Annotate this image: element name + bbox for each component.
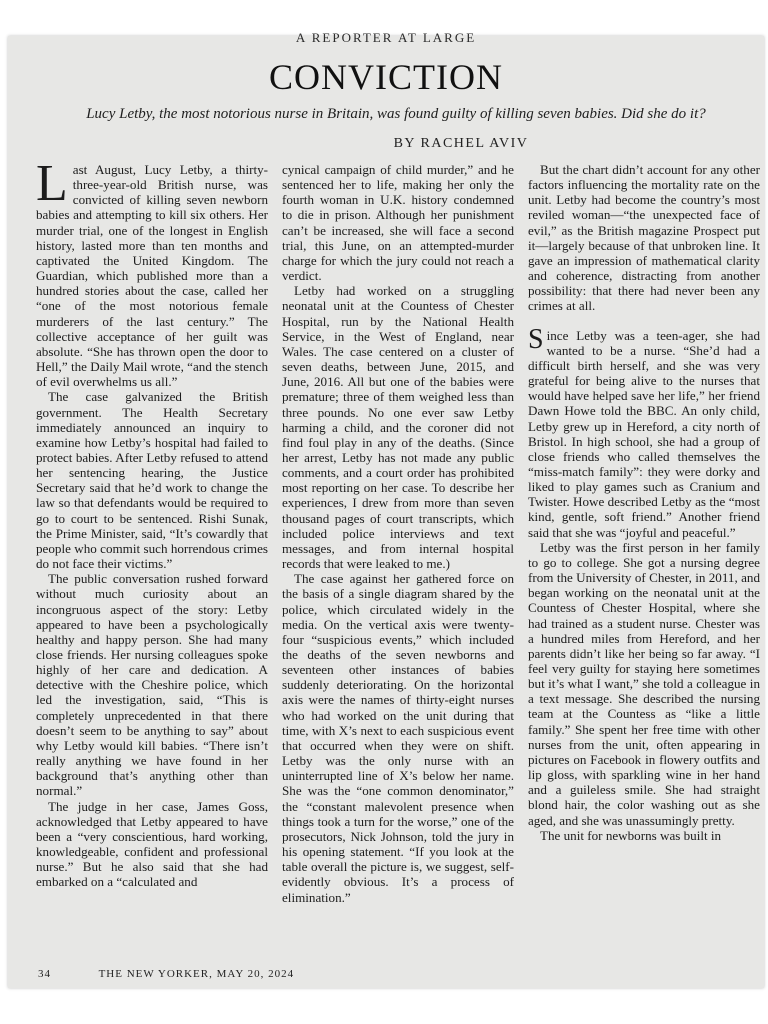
drop-cap: L bbox=[36, 155, 68, 212]
section-initial: S bbox=[528, 323, 544, 355]
paragraph: Last August, Lucy Letby, a thirty-three-year-old British nurse, was convicted of killing seven newborn babies and attempting to kill six others. Her murder trial, one of the longest in English history, lasted more than ten months and captivated the United Kingdom. The Guardian, which published more than a hundred stories about the case, called her “one of the most notorious female murderers of the last century.” The collective acceptance of her guilt was absolute. “She has thrown open the door to Hell,” the Daily Mail wrote, “and the stench of evil overwhelms us all.” bbox=[36, 155, 268, 390]
paragraph: Since Letby was a teen-ager, she had wanted to be a nurse. “She’d had a difficult birth herself, and she was very grateful for being alive to the nurses that would have helped save her life,” her friend Dawn Howe told the BBC. An only child, Letby grew up in Hereford, a city north of Bristol. In high school, she had a group of close friends who called themselves the “miss-match family”: they were dorky and liked to play games such as Cranium and Twister. Howe described Letby as the “most kind, gentle, soft friend.” Another friend said that she was “joyful and peaceful.” bbox=[528, 323, 760, 540]
paragraph: The case galvanized the British government. The Health Secretary immediately announced an inquiry to examine how Letby’s hospital had failed to protect babies. After Letby refused to attend her sentencing hearing, the Justice Secretary said that he’d work to change the law so that defendants would be required to go to court to be sentenced. Rishi Sunak, the Prime Minister, said, “It’s cowardly that people who commit such horrendous crimes do not face their victims.” bbox=[36, 389, 268, 572]
article-title: CONVICTION bbox=[269, 57, 503, 97]
paragraph: Letby had worked on a struggling neonatal unit at the Countess of Chester Hospital, run by the National Health Service, in the West of England, near Wales. The case centered on a cluster of seven deaths, between June, 2015, and June, 2016. All but one of the babies were premature; three of them weighed less than three pounds. No one ever saw Letby harming a child, and the coroner did not find foul play in any of the deaths. (Since her arrest, Letby has not made any public comments, and a court order has prohibited most reporting on her case. To describe her experiences, I drew from more than seven thousand pages of court transcripts, which included police interviews and text messages, and from internal hospital records that were leaked to me.) bbox=[282, 283, 514, 572]
byline: BY RACHEL AVIV bbox=[393, 136, 529, 151]
publication-line: THE NEW YORKER, MAY 20, 2024 bbox=[98, 968, 295, 980]
article-dek: Lucy Letby, the most notorious nurse in Britain, was found guilty of killing seven babies. Did she do it? bbox=[86, 106, 706, 122]
article-body bbox=[36, 155, 768, 956]
paragraph: The judge in her case, James Goss, acknowledged that Letby appeared to have been a “very conscientious, hard working, knowledgeable, confident and professional nurse.” But he also said that she had embarked on a “calculated and bbox=[36, 798, 268, 890]
magazine-page bbox=[8, 30, 764, 988]
column-2 bbox=[282, 162, 514, 956]
column-3 bbox=[528, 162, 760, 956]
paragraph: cynical campaign of child murder,” and he sentenced her to life, making her only the fourth woman in U.K. history condemned to die in prison. Although her punishment can’t be increased, she will face a second trial, this June, on an attempted-murder charge for which the jury could not reach a verdict. bbox=[282, 162, 514, 284]
paragraph: Letby was the first person in her family to go to college. She got a nursing degree from the University of Chester, in 2011, and began working on the neonatal unit at the Countess of Chester Hospital, where she had trained as a student nurse. Chester was a hundred miles from Hereford, and her parents didn’t like her being so far away. “I feel very guilty for staying here sometimes but it’s what I want,” she told a colleague in a text message. She described the nursing team at the Countess as “like a little family.” She spent her free time with other nurses from the unit, often appearing in pictures on Facebook in flowery outfits and lip gloss, with sparkling wine in her hand and a guileless smile. She had straight blond hair, the color washing out as she aged, and she was unassumingly pretty. bbox=[528, 539, 760, 828]
paragraph: The case against her gathered force on the basis of a single diagram shared by the police, which circulated widely in the media. On the vertical axis were twenty-four “suspicious events,” which included the deaths of the seven newborns and seventeen other instances of babies suddenly deteriorating. On the horizontal axis were the names of thirty-eight nurses who had worked on the unit during that time, with X’s next to each suspicious event that occurred when they were on shift. Letby was the only nurse with an uninterrupted line of X’s below her name. She was the “one common denominator,” the “constant malevolent presence when things took a turn for the worse,” one of the prosecutors, Nick Johnson, told the jury in his opening statement. “If you look at the table overall the picture is, we suggest, self-evidently obvious. It’s a process of elimination.” bbox=[282, 571, 514, 905]
section-kicker: A REPORTER AT LARGE bbox=[295, 30, 477, 45]
paragraph: But the chart didn’t account for any other factors influencing the mortality rate on the unit. Letby had become the country’s most reviled woman—“the unexpected face of evil,” as the British magazine Prospect put it—largely because of that unbroken line. It gave an impression of mathematical clarity and coherence, distracting from another possibility: that there had never been any crimes at all. bbox=[528, 162, 760, 314]
page-number: 34 bbox=[38, 968, 51, 980]
paragraph: The unit for newborns was built in bbox=[540, 827, 722, 843]
column-1 bbox=[36, 155, 268, 956]
page-footer bbox=[38, 968, 294, 980]
paragraph: The public conversation rushed forward without much curiosity about an incongruous aspect of the story: Letby appeared to have been a psychologically healthy and happy person. She had many close friends. Her nursing colleagues spoke highly of her care and dedication. A detective with the Cheshire police, which led the investigation, said, “This is completely unprecedented in that there doesn’t seem to be anything to say” about why Letby would kill babies. “There isn’t really anything we have found in her background that’s anything other than normal.” bbox=[36, 571, 268, 799]
